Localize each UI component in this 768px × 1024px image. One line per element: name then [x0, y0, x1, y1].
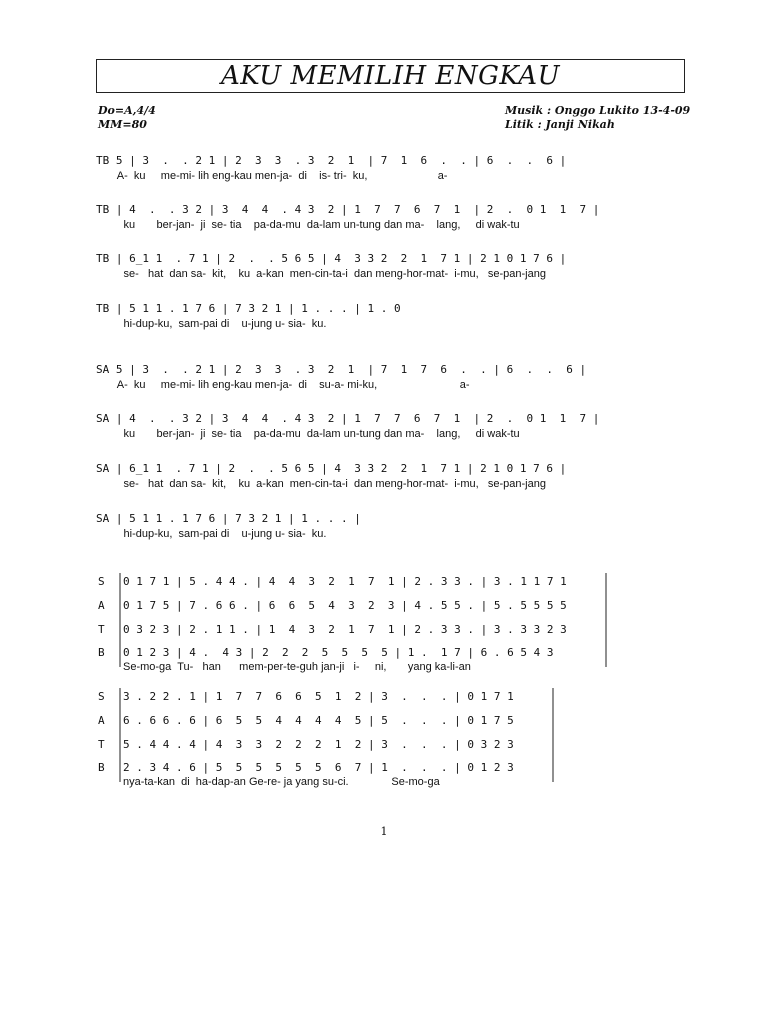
part-label-t: T: [98, 738, 105, 751]
part-label-t: T: [98, 623, 105, 636]
page-number: 1: [380, 825, 388, 838]
lyric-line: se- hat dan sa- kit, ku a-kan men-cin-ta-i dan meng-hor-mat- i-mu, se-pan-jang: [96, 478, 546, 490]
meta-left: [98, 104, 156, 132]
notation-line: SA 5 | 3 . . 2 1 | 2 3 3 . 3 2 1 | 7 1 7 6 . . | 6 . . 6 |: [96, 363, 587, 376]
music-credit: Musik : Onggo Lukito 13-4-09: [505, 104, 691, 117]
lyric-line: A- ku me-mi- lih eng-kau men-ja- di is- tri- ku, a-: [96, 170, 448, 182]
lyric-line: ku ber-jan- ji se- tia pa-da-mu da-lam un-tung dan ma- lang, di wak-tu: [96, 428, 520, 440]
notation-line: TB | 4 . . 3 2 | 3 4 4 . 4 3 2 | 1 7 7 6 7 1 | 2 . 0 1 1 7 |: [96, 203, 600, 216]
notation-line: SA | 4 . . 3 2 | 3 4 4 . 4 3 2 | 1 7 7 6 7 1 | 2 . 0 1 1 7 |: [96, 412, 600, 425]
part-label-a: A: [98, 714, 105, 727]
part-notes-a: 6 . 6 6 . 6 | 6 5 5 4 4 4 4 5 | 5 . . . | 0 1 7 5: [123, 714, 514, 727]
part-notes-b: 0 1 2 3 | 4 . 4 3 | 2 2 2 5 5 5 5 | 1 . 1 7 | 6 . 6 5 4 3: [123, 646, 554, 659]
part-notes-a: 0 1 7 5 | 7 . 6 6 . | 6 6 5 4 3 2 3 | 4 . 5 5 . | 5 . 5 5 5 5: [123, 599, 567, 612]
lyric-line: ku ber-jan- ji se- tia pa-da-mu da-lam un-tung dan ma- lang, di wak-tu: [96, 219, 520, 231]
song-title: AKU MEMILIH ENGKAU: [221, 61, 560, 91]
title-box: [96, 59, 685, 93]
key-time-signature: Do=A,4/4: [98, 104, 156, 117]
part-notes-s: 0 1 7 1 | 5 . 4 4 . | 4 4 3 2 1 7 1 | 2 . 3 3 . | 3 . 1 1 7 1: [123, 575, 567, 588]
part-label-a: A: [98, 599, 105, 612]
lyric-line: se- hat dan sa- kit, ku a-kan men-cin-ta-i dan meng-hor-mat- i-mu, se-pan-jang: [96, 268, 546, 280]
part-label-b: B: [98, 646, 105, 659]
lyric-line: hi-dup-ku, sam-pai di u-jung u- sia- ku.: [96, 318, 327, 330]
part-label-s: S: [98, 690, 105, 703]
lyric-credit: Litik : Janji Nikah: [505, 118, 615, 131]
part-notes-s: 3 . 2 2 . 1 | 1 7 7 6 6 5 1 2 | 3 . . . | 0 1 7 1: [123, 690, 514, 703]
part-notes-t: 0 3 2 3 | 2 . 1 1 . | 1 4 3 2 1 7 1 | 2 . 3 3 . | 3 . 3 3 2 3: [123, 623, 567, 636]
notation-line: SA | 5 1 1 . 1 7 6 | 7 3 2 1 | 1 . . . |: [96, 512, 361, 525]
lyric-line: nya-ta-kan di ha-dap-an Ge-re- ja yang su-ci. Se-mo-ga: [123, 776, 440, 788]
lyric-line: A- ku me-mi- lih eng-kau men-ja- di su-a- mi-ku, a-: [96, 379, 470, 391]
notation-line: SA | 6_1 1 . 7 1 | 2 . . 5 6 5 | 4 3 3 2 2 1 7 1 | 2 1 0 1 7 6 |: [96, 462, 567, 475]
lyric-line: hi-dup-ku, sam-pai di u-jung u- sia- ku.: [96, 528, 327, 540]
notation-line: TB | 5 1 1 . 1 7 6 | 7 3 2 1 | 1 . . . | 1 . 0: [96, 302, 401, 315]
part-notes-t: 5 . 4 4 . 4 | 4 3 3 2 2 2 1 2 | 3 . . . | 0 3 2 3: [123, 738, 514, 751]
notation-line: TB 5 | 3 . . 2 1 | 2 3 3 . 3 2 1 | 7 1 6 . . | 6 . . 6 |: [96, 154, 567, 167]
tempo-marking: MM=80: [98, 118, 147, 131]
lyric-line: Se-mo-ga Tu- han mem-per-te-guh jan-ji i- ni, yang ka-li-an: [123, 661, 471, 673]
part-label-b: B: [98, 761, 105, 774]
part-label-s: S: [98, 575, 105, 588]
part-notes-b: 2 . 3 4 . 6 | 5 5 5 5 5 5 6 7 | 1 . . . | 0 1 2 3: [123, 761, 514, 774]
meta-right: [505, 104, 690, 132]
notation-line: TB | 6_1 1 . 7 1 | 2 . . 5 6 5 | 4 3 3 2 2 1 7 1 | 2 1 0 1 7 6 |: [96, 252, 567, 265]
